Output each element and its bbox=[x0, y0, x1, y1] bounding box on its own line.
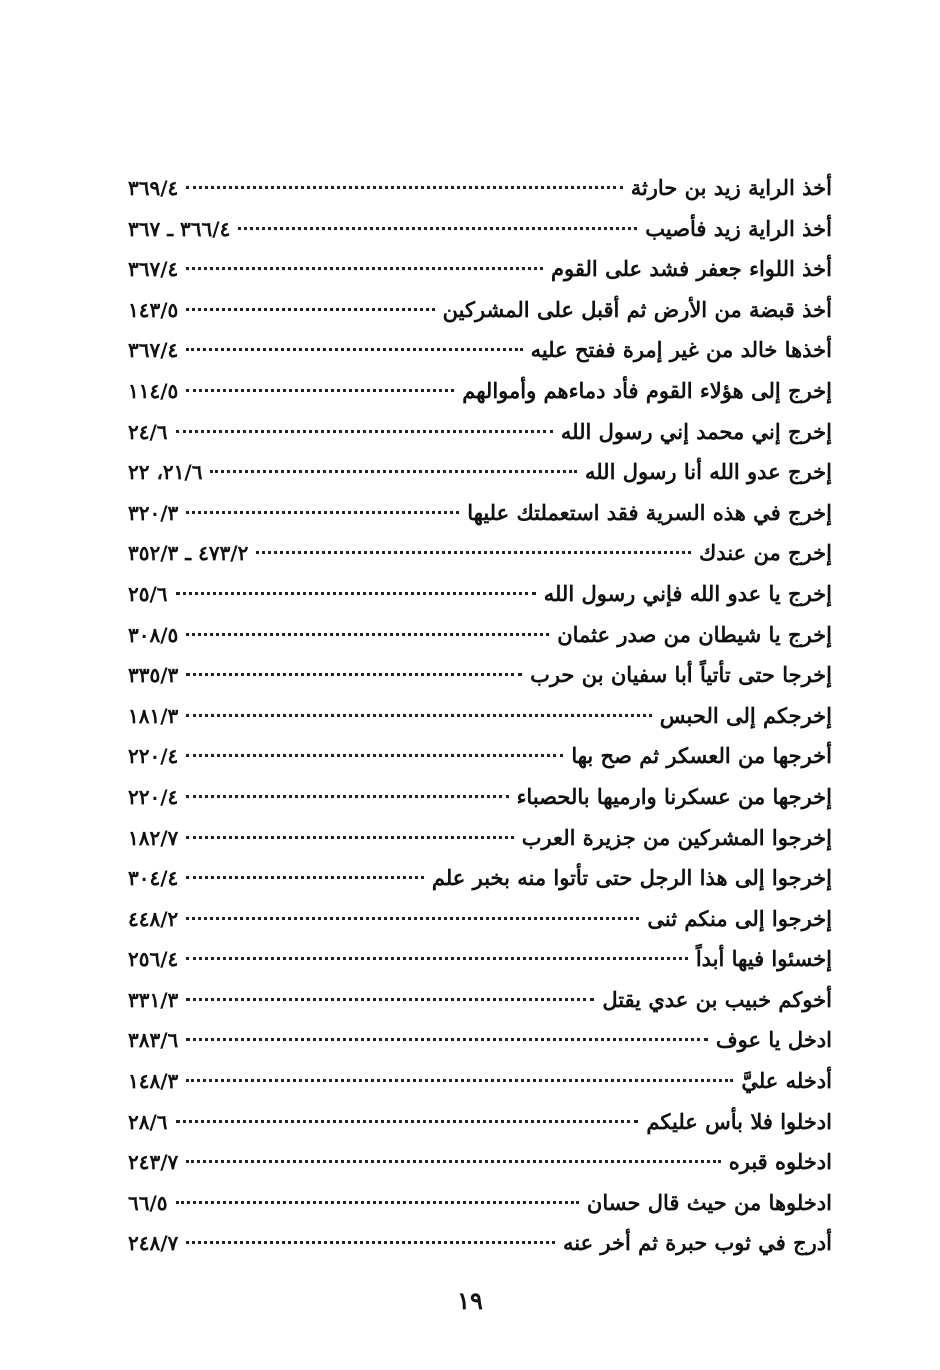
entry-reference: ٣٢٠/٣ bbox=[128, 500, 179, 525]
entry-text: إخرج عدو الله أنا رسول الله bbox=[584, 459, 832, 485]
index-entry bbox=[128, 330, 832, 371]
entry-text: ادخلوا فلا بأس عليكم bbox=[646, 1108, 832, 1134]
entry-reference: ٣٠٨/٥ bbox=[128, 622, 179, 647]
index-entry bbox=[128, 412, 832, 453]
entry-text: إخرجوا إلى هذا الرجل حتى تأتوا منه بخبر علم bbox=[431, 865, 832, 891]
entry-reference: ١٨١/٣ bbox=[128, 703, 179, 728]
dot-leader bbox=[186, 1160, 720, 1163]
entry-text: ادخلوها من حيث قال حسان bbox=[586, 1189, 832, 1215]
dot-leader bbox=[186, 389, 454, 392]
entry-reference: ٢٤٨/٧ bbox=[128, 1231, 179, 1256]
entry-text: إخرج يا شيطان من صدر عثمان bbox=[557, 621, 832, 647]
entry-text: إخرج إني محمد إني رسول الله bbox=[560, 418, 832, 444]
entry-text: إخسئوا فيها أبداً bbox=[695, 946, 832, 972]
entry-reference: ٣٦٧/٤ bbox=[128, 257, 179, 282]
index-entry bbox=[128, 1020, 832, 1061]
dot-leader bbox=[186, 795, 508, 798]
index-entry bbox=[128, 168, 832, 209]
entry-text: إخرج إلى هؤلاء القوم فأد دماءهم وأموالهم bbox=[462, 377, 832, 403]
entry-text: أدخله عليَّ bbox=[741, 1068, 832, 1094]
dot-leader bbox=[176, 592, 536, 595]
entry-text: إخرج يا عدو الله فإني رسول الله bbox=[543, 580, 832, 606]
index-entry bbox=[128, 696, 832, 737]
index-entry bbox=[128, 655, 832, 696]
entry-reference: ٣٦٧/٤ bbox=[128, 338, 179, 363]
dot-leader bbox=[176, 430, 553, 433]
entry-text: إخرجوا المشركين من جزيرة العرب bbox=[521, 824, 832, 850]
dot-leader bbox=[176, 1120, 639, 1123]
entry-reference: ٢٤٣/٧ bbox=[128, 1150, 179, 1175]
index-entry bbox=[128, 493, 832, 534]
entry-text: أخذ اللواء جعفر فشد على القوم bbox=[551, 256, 832, 282]
entry-reference: ٣٨٣/٦ bbox=[128, 1028, 179, 1053]
entry-reference: ٣٣١/٣ bbox=[128, 987, 179, 1012]
entry-reference: ٢١/٦، ٢٢ bbox=[128, 460, 203, 485]
dot-leader bbox=[186, 633, 549, 636]
index-entry bbox=[128, 249, 832, 290]
entry-reference: ٢٤/٦ bbox=[128, 419, 168, 444]
dot-leader bbox=[186, 1038, 708, 1041]
index-entry bbox=[128, 615, 832, 656]
dot-leader bbox=[186, 267, 543, 270]
index-entry bbox=[128, 574, 832, 615]
entry-text: أخذ الراية زيد فأصيب bbox=[645, 215, 832, 241]
entry-text: أخوكم خبيب بن عدي يقتل bbox=[602, 986, 832, 1012]
entry-text: أخذ الراية زيد بن حارثة bbox=[630, 175, 832, 200]
index-entry bbox=[128, 777, 832, 818]
dot-leader bbox=[186, 876, 424, 879]
dot-leader bbox=[186, 754, 563, 757]
entry-reference: ٤٧٣/٢ ـ ٣٥٢/٣ bbox=[128, 541, 249, 566]
entry-reference: ١٤٣/٥ bbox=[128, 297, 179, 322]
entry-reference: ١١٤/٥ bbox=[128, 378, 179, 403]
dot-leader bbox=[186, 998, 594, 1001]
index-entry bbox=[128, 452, 832, 493]
entry-reference: ١٤٨/٣ bbox=[128, 1069, 179, 1094]
entry-text: أخرجها من العسكر ثم صح بها bbox=[571, 743, 832, 769]
index-entry bbox=[128, 371, 832, 412]
entry-reference: ٢٢٠/٤ bbox=[128, 784, 179, 809]
index-entry bbox=[128, 818, 832, 859]
dot-leader bbox=[238, 227, 637, 230]
entry-text: ادخلوه قبره bbox=[728, 1149, 832, 1175]
dot-leader bbox=[186, 186, 622, 189]
index-entry bbox=[128, 1223, 832, 1264]
dot-leader bbox=[256, 551, 691, 554]
entry-text: أخذها خالد من غير إمرة ففتح عليه bbox=[530, 337, 832, 363]
dot-leader bbox=[186, 1079, 733, 1082]
entry-reference: ٢٢٠/٤ bbox=[128, 744, 179, 769]
dot-leader bbox=[186, 511, 459, 514]
entry-text: أخذ قبضة من الأرض ثم أقبل على المشركين bbox=[442, 296, 832, 322]
entry-reference: ٢٨/٦ bbox=[128, 1109, 168, 1134]
entry-reference: ٢٥/٦ bbox=[128, 581, 168, 606]
index-entry bbox=[128, 736, 832, 777]
entry-reference: ٣٣٥/٣ bbox=[128, 663, 179, 688]
index-entry bbox=[128, 1061, 832, 1102]
entry-reference: ٦٦/٥ bbox=[128, 1190, 168, 1215]
dot-leader bbox=[186, 957, 688, 960]
index-entry bbox=[128, 533, 832, 574]
entry-text: إخرجوا إلى منكم ثنى bbox=[647, 905, 832, 931]
index-entry bbox=[128, 290, 832, 331]
dot-leader bbox=[176, 1201, 579, 1204]
dot-leader bbox=[186, 673, 522, 676]
index-entry bbox=[128, 939, 832, 980]
entry-reference: ٤٤٨/٢ bbox=[128, 906, 179, 931]
entry-text: أدرج في ثوب حبرة ثم أخر عنه bbox=[562, 1230, 832, 1256]
index-entry bbox=[128, 980, 832, 1021]
entry-text: إخرجها من عسكرنا وارميها بالحصباء bbox=[516, 783, 832, 809]
dot-leader bbox=[186, 348, 522, 351]
index-entry bbox=[128, 1102, 832, 1143]
index-entry bbox=[128, 1183, 832, 1224]
entry-text: ادخل يا عوف bbox=[715, 1027, 832, 1053]
dot-leader bbox=[210, 470, 577, 473]
entry-text: إخرج من عندك bbox=[698, 540, 832, 566]
entry-text: إخرجكم إلى الحبس bbox=[659, 702, 832, 728]
entry-reference: ٣٦٦/٤ ـ ٣٦٧ bbox=[128, 216, 231, 241]
entry-text: إخرج في هذه السرية فقد استعملتك عليها bbox=[467, 499, 832, 525]
dot-leader bbox=[186, 836, 513, 839]
entry-reference: ١٨٢/٧ bbox=[128, 825, 179, 850]
dot-leader bbox=[186, 1241, 555, 1244]
entry-text: إخرجا حتى تأتياً أبا سفيان بن حرب bbox=[530, 662, 832, 688]
page-number: ١٩ bbox=[457, 1286, 483, 1315]
index-entry bbox=[128, 858, 832, 899]
dot-leader bbox=[186, 714, 652, 717]
entry-reference: ٢٥٦/٤ bbox=[128, 947, 179, 972]
index-list bbox=[128, 168, 832, 1264]
index-entry bbox=[128, 1142, 832, 1183]
entry-reference: ٣٠٤/٤ bbox=[128, 866, 179, 891]
index-entry bbox=[128, 209, 832, 250]
dot-leader bbox=[186, 917, 639, 920]
entry-reference: ٣٦٩/٤ bbox=[128, 176, 179, 200]
dot-leader bbox=[186, 308, 434, 311]
index-entry bbox=[128, 899, 832, 940]
